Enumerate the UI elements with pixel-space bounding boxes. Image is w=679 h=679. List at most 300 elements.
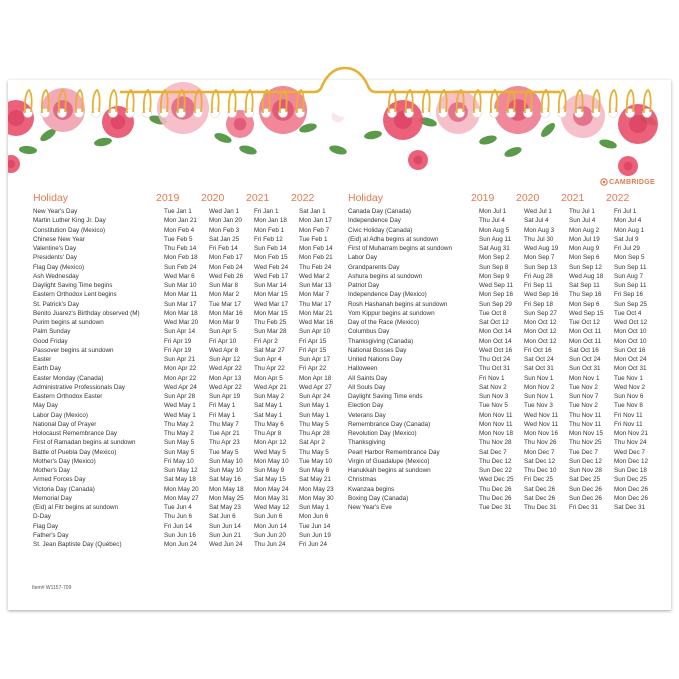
holiday-date-2022: Thu Feb 24 [299,263,332,271]
holiday-name: (Eid) al Adha begins at sundown [348,235,439,243]
holiday-date-2022: Sun Dec 18 [614,467,647,474]
holiday-date-2022: Wed Mar 16 [299,319,334,326]
holiday-name: Christmas [348,476,377,484]
holiday-date-2022: Mon Dec 26 [614,485,648,493]
holiday-date-2021: Thu Jul 1 [569,208,595,215]
holiday-date-2019: Fri Apr 19 [164,337,192,345]
holiday-date-2021: Mon Jan 18 [254,217,287,225]
holiday-date-2022: Tue Nov 8 [614,402,643,410]
holiday-date-2020: Sun May 10 [209,457,243,465]
flower-center-decoration [171,96,194,119]
holiday-name: National Day of Prayer [33,420,97,428]
holiday-date-2021: Sat Oct 16 [569,346,599,354]
holiday-date-2022: Sun May 1 [299,411,330,419]
holiday-date-2020: Fri Sep 18 [524,300,554,308]
holiday-date-2019: Fri Jun 14 [164,522,192,530]
holiday-date-2020: Wed Jul 1 [524,208,552,215]
holiday-date-2019: Thu Nov 28 [479,439,512,447]
holiday-date-2019: Wed Oct 16 [479,346,513,354]
holiday-date-2020: Sat Jun 6 [209,513,236,521]
flower-center-decoration [629,115,647,133]
holiday-date-2019: Sun May 5 [164,448,195,456]
holiday-date-2022: Mon Dec 26 [614,494,648,502]
holiday-date-2020: Thu Nov 26 [524,439,557,447]
holiday-date-2022: Mon Jun 6 [299,513,329,521]
holiday-date-2022: Sun Sep 25 [614,300,647,308]
holiday-name: Constitution Day (Mexico) [33,226,106,234]
holiday-name: Revolution Day (Mexico) [348,430,417,437]
holiday-date-2019: Mon Jul 1 [479,208,507,215]
flower-center-decoration [234,118,247,131]
holiday-date-2022: Fri Jul 1 [614,208,637,215]
flower-center-decoration [624,162,633,171]
flower-center-decoration [53,100,73,120]
holiday-date-2020: Mon Apr 13 [209,374,242,382]
holiday-name: Mother's Day [33,467,70,474]
leaf-decoration [503,145,523,159]
holiday-name: National Bosses Day [348,346,407,354]
holiday-date-2021: Mon Jun 14 [254,522,287,530]
holiday-name: Civic Holiday (Canada) [348,226,413,234]
holiday-date-2019: Mon Sep 16 [479,291,513,299]
holiday-date-2021: Sun Feb 14 [254,245,287,252]
leaf-decoration [478,134,497,146]
holiday-date-2019: Fri Nov 1 [479,374,505,382]
holiday-name: Easter [33,356,52,363]
holiday-date-2022: Mon Mar 7 [299,291,330,299]
holiday-date-2019: Thu May 2 [164,420,194,428]
holiday-date-2022: Sun Apr 17 [299,356,331,363]
holiday-date-2020: Fri Sep 11 [524,282,553,289]
year-header-2022: 2022 [291,192,315,204]
holiday-date-2022: Fri Apr 22 [299,365,327,373]
holiday-date-2021: Tue Dec 7 [569,448,598,456]
holiday-name: All Souls Day [348,383,386,391]
holiday-date-2022: Fri Apr 15 [299,346,327,354]
leaf-decoration [598,138,617,150]
holiday-date-2021: Sat Sep 11 [569,282,600,289]
holiday-date-2020: Sun May 10 [209,467,243,474]
holiday-date-2019: Sun May 5 [164,439,195,447]
holiday-date-2021: Thu Apr 22 [254,365,285,373]
holiday-name: Battle of Puebla Day (Mexico) [33,448,117,456]
holiday-date-2019: Mon Nov 18 [479,430,513,437]
holiday-date-2020: Mon Mar 9 [209,319,240,326]
holiday-date-2020: Thu Dec 10 [524,467,557,474]
holiday-date-2019: Thu Feb 14 [164,245,197,252]
brand-mark-icon [600,178,608,186]
holiday-date-2021: Mon Aug 9 [569,245,600,252]
holiday-date-2021: Sat Dec 25 [569,476,601,484]
holiday-date-2021: Mon Oct 11 [569,337,602,345]
holiday-date-2022: Mon Oct 10 [614,328,647,336]
year-header-2021: 2021 [246,192,270,204]
holiday-date-2019: Sun Apr 21 [164,356,196,363]
holiday-date-2019: Mon Oct 14 [479,328,512,336]
holiday-date-2020: Fri Oct 16 [524,346,552,354]
holiday-date-2019: Thu Dec 12 [479,457,512,465]
holiday-date-2019: Mon Oct 14 [479,337,512,345]
holiday-date-2022: Mon Aug 1 [614,226,645,234]
holiday-date-2022: Mon May 23 [299,485,334,493]
holiday-date-2022: Sun May 8 [299,467,330,474]
holiday-name: Halloween [348,365,378,373]
holiday-date-2019: Tue Oct 8 [479,309,507,317]
holiday-date-2021: Tue Nov 2 [569,383,598,391]
holiday-date-2019: Tue Dec 31 [479,504,512,511]
holiday-name: Chinese New Year [33,235,85,243]
holiday-date-2020: Wed Jan 1 [209,208,239,215]
year-header-2020: 2020 [516,192,540,204]
holiday-date-2022: Sat Jul 9 [614,235,639,243]
holiday-date-2020: Mon Jan 20 [209,217,242,225]
holiday-date-2020: Wed Apr 22 [209,383,242,391]
holiday-header: Holiday [33,192,69,204]
holiday-name: Flag Day [33,522,59,530]
holiday-date-2019: Wed May 1 [164,411,196,419]
holiday-date-2019: Thu Jun 6 [164,513,193,521]
holiday-date-2022: Tue Oct 4 [614,309,642,317]
holiday-date-2021: Sun Jun 6 [254,513,283,521]
holiday-date-2019: Mon Aug 5 [479,226,510,234]
holiday-date-2019: Sun May 12 [164,467,198,474]
holiday-date-2021: Mon Apr 5 [254,374,283,382]
holiday-date-2019: Sat Oct 12 [479,319,509,326]
holiday-date-2019: Thu Jul 4 [479,217,505,225]
holiday-date-2019: Sat Aug 31 [479,245,510,252]
leaf-decoration [19,145,38,155]
holiday-name: St. Jean Baptiste Day (Québec) [33,541,122,548]
holiday-date-2022: Thu May 5 [299,448,329,456]
holiday-date-2021: Fri Dec 31 [569,504,599,511]
holiday-date-2021: Mon Feb 15 [254,254,288,262]
holiday-date-2021: Thu Apr 8 [254,430,282,437]
holiday-date-2021: Mon Aug 2 [569,226,600,234]
holiday-date-2020: Sat Oct 24 [524,356,554,363]
leaf-decoration [328,144,347,156]
holiday-date-2019: Sun Nov 3 [479,393,509,400]
holiday-date-2020: Mon May 25 [209,494,244,502]
holiday-date-2021: Sun Nov 7 [569,393,599,400]
holiday-name: Holocaust Remembrance Day [33,430,117,437]
holiday-date-2019: Thu Oct 24 [479,356,511,363]
holiday-name: Pearl Harbor Remembrance Day [348,448,440,456]
holiday-date-2019: Sun Mar 17 [164,300,197,308]
holiday-date-2021: Mon Jul 19 [569,235,600,243]
holiday-name: May Day [33,402,58,410]
holiday-date-2020: Sun Nov 1 [524,374,554,382]
holiday-name: New Year's Day [33,208,78,215]
flower-center-decoration [448,102,468,122]
holiday-date-2019: Thu Oct 31 [479,365,511,373]
holiday-name: Good Friday [33,337,68,345]
floral-border [8,80,671,180]
item-number: Item# W1157-709 [32,585,72,591]
holiday-date-2021: Thu Nov 11 [569,411,602,419]
holiday-date-2021: Wed Sep 15 [569,309,604,317]
holiday-date-2020: Wed Nov 11 [524,420,559,428]
holiday-date-2021: Thu Jun 24 [254,541,286,548]
holiday-date-2020: Mon Oct 12 [524,328,557,336]
holiday-name: Columbus Day [348,328,390,336]
holiday-date-2019: Sun Sep 8 [479,263,509,271]
holiday-date-2021: Sat Mar 27 [254,346,285,354]
holiday-name: Labor Day (Mexico) [33,411,88,419]
leaf-decoration [238,144,257,156]
holiday-date-2021: Mon Nov 15 [569,430,603,437]
holiday-date-2022: Sun Jun 19 [299,531,331,539]
holiday-date-2019: Tue Jan 1 [164,208,192,215]
holiday-date-2020: Sun Jun 14 [209,522,241,530]
holiday-date-2019: Mon Nov 11 [479,420,513,428]
holiday-date-2019: Mon Sep 9 [479,272,510,280]
holiday-date-2021: Sun Mar 14 [254,282,287,289]
holiday-name: Virgin of Guadalupe (Mexico) [348,457,430,465]
holiday-date-2019: Tue Jun 4 [164,504,192,511]
holiday-date-2019: Mon Feb 18 [164,254,198,262]
holiday-date-2019: Sun Mar 10 [164,282,197,289]
holiday-date-2022: Sun Apr 10 [299,328,331,336]
holiday-date-2022: Sat Jan 1 [299,208,326,215]
holiday-date-2022: Sun Mar 13 [299,282,332,289]
holiday-name: Armed Forces Day [33,476,86,484]
holiday-date-2022: Thu May 5 [299,420,329,428]
leaf-decoration [93,136,112,147]
holiday-header: Holiday [348,192,384,204]
holiday-date-2021: Sat May 1 [254,411,283,419]
flower-center-decoration [332,110,345,123]
holiday-date-2020: Sun Apr 19 [209,393,241,400]
holiday-date-2022: Mon Sep 5 [614,254,645,262]
holiday-name: Valentine's Day [33,245,77,252]
holiday-name: Memorial Day [33,494,72,502]
holiday-date-2021: Thu Nov 11 [569,420,602,428]
holiday-date-2021: Sat May 1 [254,402,283,410]
holiday-date-2022: Sun Nov 6 [614,393,644,400]
holiday-date-2021: Thu May 6 [254,420,284,428]
holiday-date-2021: Mon Sep 6 [569,300,600,308]
holiday-date-2019: Mon May 27 [164,494,199,502]
holiday-date-2022: Sun Sep 11 [614,263,647,271]
holiday-date-2019: Sun Jun 16 [164,531,196,539]
year-header-2019: 2019 [156,192,180,204]
holiday-date-2021: Thu Feb 25 [254,319,287,326]
year-header-2019: 2019 [471,192,495,204]
leaf-decoration [363,129,382,140]
holiday-date-2020: Fri Feb 14 [209,245,238,252]
holiday-date-2022: Tue Jun 14 [299,522,331,530]
holiday-date-2022: Fri Nov 11 [614,411,643,419]
holiday-date-2022: Sat Apr 2 [299,439,325,447]
holiday-date-2020: Sat May 23 [209,504,241,511]
holiday-date-2021: Tue Nov 2 [569,402,598,410]
holiday-date-2019: Sun Apr 14 [164,328,196,336]
holiday-date-2019: Mon Jun 24 [164,541,197,548]
holiday-date-2020: Sun Sep 13 [524,263,557,271]
holiday-date-2019: Mon May 20 [164,485,199,493]
holiday-name: Day of the Race (Mexico) [348,319,420,326]
holiday-date-2022: Fri Apr 15 [299,337,327,345]
holiday-date-2021: Sun May 2 [254,393,285,400]
holiday-date-2020: Wed Sep 16 [524,291,559,299]
holiday-date-2021: Sun Mar 28 [254,328,287,336]
holiday-name: All Saints Day [348,374,388,382]
holiday-date-2021: Wed Apr 21 [254,383,287,391]
holiday-name: First of Ramadan begins at sundown [33,439,136,447]
holiday-date-2020: Mon Feb 3 [209,226,240,234]
holiday-date-2022: Wed Apr 27 [299,383,332,391]
holiday-date-2021: Mon Mar 15 [254,291,288,299]
holiday-date-2021: Sun Nov 28 [569,467,602,474]
holiday-name: Daylight Saving Time begins [33,282,113,289]
holiday-date-2020: Sun Apr 5 [209,328,237,336]
holiday-name: Purim begins at sundown [33,319,104,326]
holiday-date-2022: Mon Oct 31 [614,365,647,373]
holiday-date-2021: Fri Jan 1 [254,208,279,215]
holiday-date-2020: Sat Jul 4 [524,217,549,225]
holiday-date-2019: Sun Sep 29 [479,300,512,308]
holiday-date-2021: Fri Feb 12 [254,235,283,243]
holiday-date-2020: Thu Apr 23 [209,439,240,447]
holiday-date-2021: Sat May 15 [254,476,286,484]
holiday-date-2020: Mon Oct 12 [524,337,557,345]
holiday-date-2021: Wed May 12 [254,504,290,511]
flower-center-decoration [507,99,529,121]
holiday-name: Administrative Professionals Day [33,383,126,391]
holiday-date-2021: Sun May 9 [254,467,285,474]
holiday-date-2020: Fri May 1 [209,411,236,419]
holiday-date-2022: Wed Nov 2 [614,383,646,391]
holiday-date-2020: Mon Dec 7 [524,448,555,456]
holiday-date-2020: Sat Oct 31 [524,365,554,373]
holiday-date-2019: Sun Feb 24 [164,263,197,271]
holiday-date-2020: Thu Dec 31 [524,504,557,511]
holiday-date-2022: Mon Jul 4 [614,217,642,225]
holiday-date-2020: Thu May 7 [209,420,239,428]
holiday-date-2021: Fri Apr 2 [254,337,278,345]
holiday-date-2022: Sat Dec 31 [614,504,646,511]
flower-center-decoration [414,156,423,165]
holiday-date-2021: Wed Feb 17 [254,272,289,280]
holiday-date-2022: Fri Nov 11 [614,420,643,428]
holiday-name: Labor Day [348,254,378,262]
holiday-date-2020: Tue Nov 3 [524,402,553,410]
holiday-date-2021: Wed Feb 24 [254,263,289,271]
holiday-name: Ashura begins at sundown [348,272,423,280]
holiday-name: Flag Day (Mexico) [33,263,85,271]
holiday-date-2019: Tue Feb 5 [164,235,193,243]
holiday-date-2021: Wed May 5 [254,448,286,456]
holiday-date-2019: Thu Dec 26 [479,485,512,493]
holiday-date-2020: Sun Jun 21 [209,531,241,539]
holiday-date-2021: Sun Jul 4 [569,217,596,225]
holiday-name: Hanukkah begins at sundown [348,467,431,474]
holiday-date-2022: Mon Jan 17 [299,217,332,225]
holiday-date-2020: Tue May 5 [209,448,239,456]
holiday-name: Father's Day [33,531,69,539]
holiday-date-2020: Wed Apr 22 [209,365,242,373]
holiday-name: (Eid) al Fitr begins at sundown [33,504,119,511]
holiday-date-2020: Mon Sep 7 [524,254,555,262]
holiday-date-2020: Fri Dec 25 [524,476,554,484]
holiday-date-2020: Wed Nov 11 [524,411,559,419]
holiday-name: Patriot Day [348,282,380,289]
holiday-date-2020: Wed Jun 24 [209,541,243,548]
holiday-date-2021: Wed Mar 17 [254,300,289,308]
holiday-date-2019: Wed May 1 [164,402,196,410]
holiday-date-2021: Sun Oct 24 [569,356,601,363]
holiday-date-2020: Sat Dec 26 [524,485,556,493]
holiday-date-2022: Mon Oct 10 [614,337,647,345]
holiday-name: St. Patrick's Day [33,300,79,308]
holiday-date-2019: Sat Dec 7 [479,448,507,456]
holiday-name: Passover begins at sundown [33,346,114,354]
brand-name: CAMBRIDGE [609,178,655,186]
holiday-date-2022: Wed Dec 7 [614,448,646,456]
holiday-date-2022: Sun May 1 [299,504,330,511]
holiday-date-2020: Sun Sep 27 [524,309,557,317]
holiday-date-2022: Mon May 30 [299,494,334,502]
holiday-date-2021: Sun Dec 12 [569,457,602,465]
holiday-date-2022: Mon Apr 18 [299,374,332,382]
holiday-date-2022: Mon Feb 14 [299,245,333,252]
holiday-name: Thanksgiving [348,439,386,447]
holiday-date-2021: Tue Oct 12 [569,319,600,326]
holiday-date-2022: Wed Oct 12 [614,319,648,326]
holiday-date-2020: Mon Nov 16 [524,430,558,437]
holiday-name: Veterans Day [348,411,386,419]
holiday-date-2020: Tue Apr 21 [209,430,240,437]
holiday-date-2019: Mon Jan 21 [164,217,197,225]
holiday-date-2019: Wed Mar 6 [164,272,195,280]
holiday-name: Benito Juarez's Birthday observed (M) [33,309,140,317]
flower-center-decoration [394,111,412,129]
holiday-name: Kwanzaa begins [348,485,395,493]
holiday-date-2022: Fri Jul 29 [614,245,640,252]
holiday-name: Independence Day (Mexico) [348,291,427,299]
holiday-date-2021: Mon Nov 1 [569,374,600,382]
holiday-date-2022: Sat May 21 [299,476,331,484]
leaf-decoration [539,121,557,139]
holiday-name: Rosh Hashanah begins at sundown [348,300,448,308]
holiday-date-2021: Mon Sep 6 [569,254,600,262]
holiday-date-2022: Mon Feb 21 [299,254,333,262]
holiday-date-2020: Wed Apr 8 [209,346,239,354]
holiday-date-2020: Mon Aug 3 [524,226,555,234]
holiday-date-2021: Mon Mar 15 [254,309,288,317]
holiday-date-2020: Wed Aug 19 [524,245,559,252]
holiday-name: Remembrance Day (Canada) [348,420,431,428]
holiday-date-2019: Mon Sep 2 [479,254,510,262]
holiday-date-2022: Thu Mar 17 [299,300,332,308]
holiday-name: Canada Day (Canada) [348,208,412,215]
holiday-date-2021: Sun Sep 12 [569,263,602,271]
holiday-date-2020: Fri May 1 [209,402,236,410]
holiday-date-2019: Tue Nov 5 [479,402,508,410]
holiday-date-2021: Mon May 24 [254,485,289,493]
flower-center-decoration [111,115,125,129]
holiday-date-2019: Sun Aug 11 [479,235,512,243]
holiday-name: Victoria Day (Canada) [33,485,95,493]
holiday-date-2020: Sat May 16 [209,476,241,484]
holiday-date-2019: Mon Apr 22 [164,374,197,382]
holiday-date-2019: Mon Mar 11 [164,291,198,299]
holiday-date-2019: Fri May 10 [164,457,194,465]
holiday-name: Earth Day [33,365,61,373]
holiday-date-2022: Tue Nov 1 [614,374,643,382]
holiday-date-2020: Sat Dec 12 [524,457,556,465]
holiday-date-2020: Sat Jan 25 [209,235,240,243]
